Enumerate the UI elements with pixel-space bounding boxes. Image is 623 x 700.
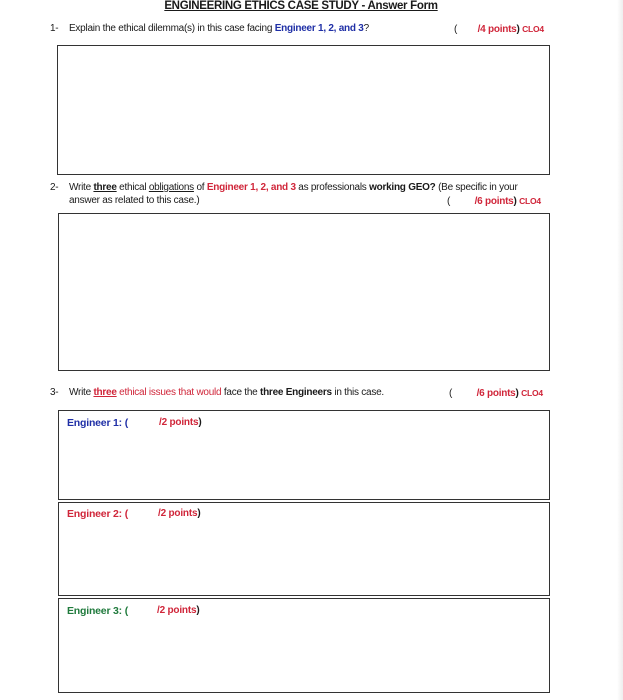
q2-paren: (: [447, 196, 451, 207]
q3-points-value: /6 points: [476, 388, 516, 399]
q3-three-engineers: three Engineers: [259, 387, 332, 398]
q1-engineers: Engineer 1, 2, and 3: [274, 23, 364, 34]
q2-engineers: Engineer 1, 2, and 3: [206, 182, 296, 193]
q3-text: [69, 387, 384, 399]
engineer-2-points-value: /2 points: [158, 508, 198, 519]
engineer-2-paren: (: [124, 508, 128, 520]
engineer-1-close: ): [198, 417, 202, 428]
q2-points-value: /6 points: [474, 196, 514, 207]
engineer-3-points: [157, 605, 199, 616]
q2-points: [447, 195, 541, 208]
engineer-1-paren: (: [124, 417, 128, 429]
q1-number: 1-: [50, 23, 59, 34]
q1-points-value: /4 points: [477, 24, 517, 35]
engineer-1-points: [159, 417, 201, 428]
engineer-3-close: ): [196, 605, 200, 616]
engineer-2-heading: [67, 508, 128, 520]
q2-close: ): [513, 196, 517, 207]
engineer-1-answer-box[interactable]: [58, 410, 550, 500]
q2-text-line1: [69, 182, 518, 194]
q2-w2: ethical: [119, 182, 147, 193]
engineer-1-heading: [67, 417, 128, 429]
engineer-2-answer-box[interactable]: [58, 502, 550, 596]
page-title: ENGINEERING ETHICS CASE STUDY - Answer Form: [164, 0, 438, 12]
q3-w1: Write: [69, 387, 91, 398]
engineer-3-paren: (: [124, 605, 128, 617]
q2-clo: CLO4: [519, 196, 541, 206]
q3-w2: face the: [223, 387, 258, 398]
q2-obligations: obligations: [148, 182, 194, 193]
q1-answer-box[interactable]: [57, 45, 550, 175]
q3-close: ): [515, 388, 519, 399]
q1-clo: CLO4: [522, 24, 544, 34]
q2-answer-box[interactable]: [58, 213, 550, 371]
q2-three: three: [93, 182, 117, 193]
engineer-3-points-value: /2 points: [157, 605, 197, 616]
engineer-2-label: Engineer 2:: [67, 508, 122, 520]
q3-number: 3-: [50, 387, 59, 398]
q3-w3: in this case.: [334, 387, 384, 398]
q1-paren: (: [454, 24, 458, 35]
engineer-1-points-value: /2 points: [159, 417, 199, 428]
q3-issues: ethical issues that would: [119, 387, 222, 398]
q1-points: [454, 23, 544, 36]
q3-clo: CLO4: [521, 388, 543, 398]
q2-w4: as professionals: [298, 182, 367, 193]
q2-text-line2: answer as related to this case.): [69, 195, 200, 206]
q1-prompt: Explain the ethical dilemma(s) in this case facing: [69, 23, 273, 34]
engineer-3-heading: [67, 605, 128, 617]
q1-text: [69, 23, 369, 35]
engineer-3-label: Engineer 3:: [67, 605, 122, 617]
q2-w5: (Be specific in your: [438, 182, 518, 193]
q2-w3: of: [196, 182, 205, 193]
q1-close: ): [516, 24, 520, 35]
engineer-1-label: Engineer 1:: [67, 417, 122, 429]
q3-three: three: [93, 387, 117, 398]
engineer-3-answer-box[interactable]: [58, 598, 550, 693]
q1-end: ?: [363, 23, 369, 34]
engineer-2-close: ): [197, 508, 201, 519]
q2-working: working GEO?: [369, 182, 436, 193]
engineer-2-points: [158, 508, 200, 519]
q3-paren: (: [449, 388, 453, 399]
q2-number: 2-: [50, 182, 59, 193]
page-edge-shadow: [617, 0, 623, 700]
q2-w1: Write: [69, 182, 91, 193]
q3-points: [449, 387, 543, 400]
